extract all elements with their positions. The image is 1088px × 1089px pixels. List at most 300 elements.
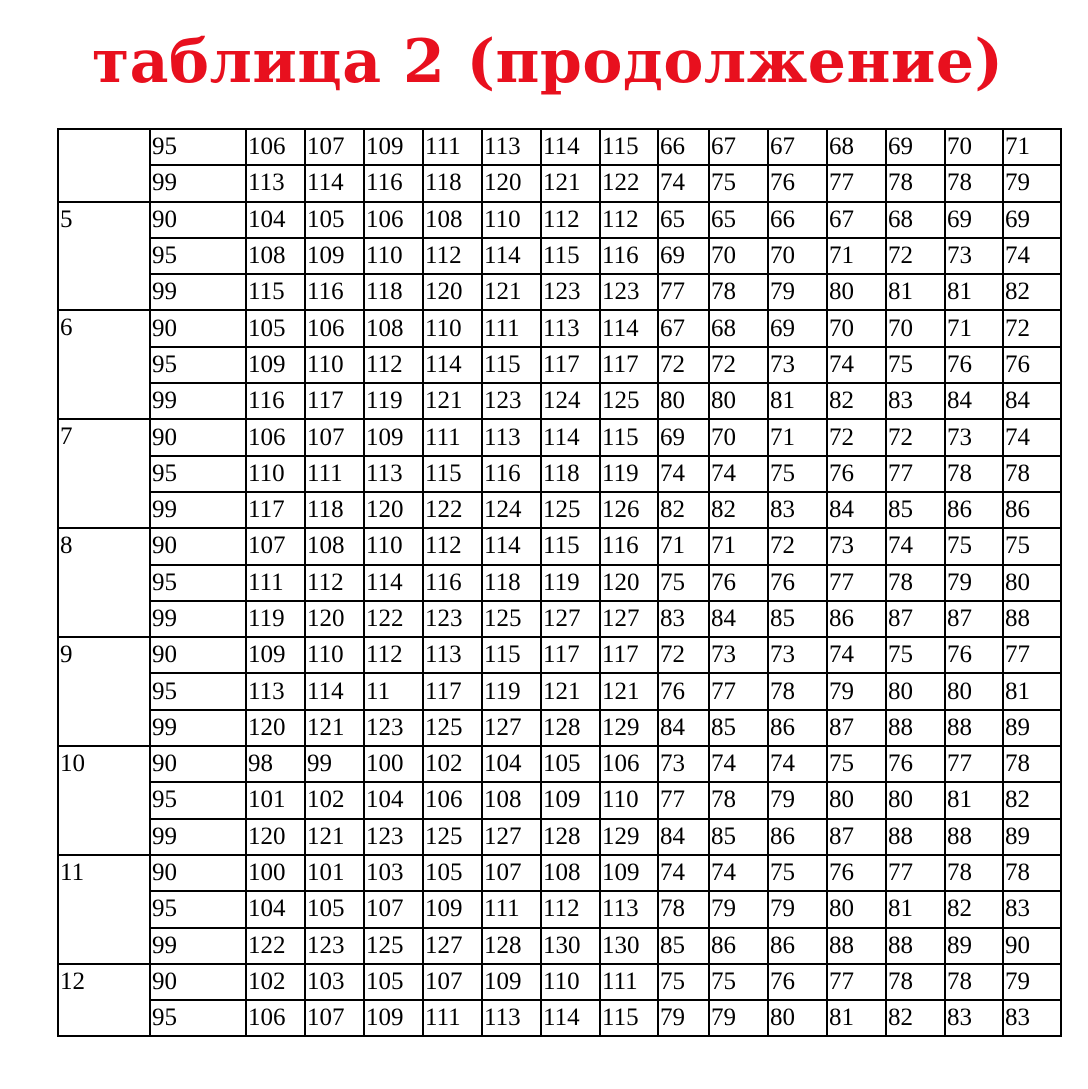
value-cell: 70 <box>886 310 945 346</box>
probability-cell: 95 <box>150 782 246 818</box>
value-cell: 71 <box>768 419 827 455</box>
value-cell: 78 <box>945 456 1003 492</box>
value-cell: 115 <box>541 528 600 564</box>
value-cell: 78 <box>709 782 768 818</box>
value-cell: 121 <box>305 710 364 746</box>
value-cell: 65 <box>658 202 709 238</box>
group-label-cell: 7 <box>58 419 150 528</box>
value-cell: 75 <box>1003 528 1061 564</box>
value-cell: 78 <box>945 165 1003 201</box>
value-cell: 113 <box>482 419 541 455</box>
value-cell: 72 <box>768 528 827 564</box>
value-cell: 78 <box>1003 855 1061 891</box>
value-cell: 83 <box>1003 1000 1061 1036</box>
value-cell: 123 <box>364 819 423 855</box>
group-label-cell: 12 <box>58 964 150 1037</box>
value-cell: 106 <box>423 782 482 818</box>
table-row <box>58 782 1061 818</box>
table-row <box>58 928 1061 964</box>
value-cell: 83 <box>886 383 945 419</box>
value-cell: 116 <box>246 383 305 419</box>
value-cell: 84 <box>709 601 768 637</box>
value-cell: 79 <box>1003 165 1061 201</box>
value-cell: 109 <box>305 238 364 274</box>
data-table <box>57 128 1062 1037</box>
value-cell: 75 <box>709 964 768 1000</box>
value-cell: 86 <box>1003 492 1061 528</box>
probability-cell: 95 <box>150 347 246 383</box>
value-cell: 71 <box>709 528 768 564</box>
value-cell: 71 <box>658 528 709 564</box>
value-cell: 110 <box>305 637 364 673</box>
value-cell: 115 <box>600 129 658 165</box>
value-cell: 110 <box>246 456 305 492</box>
value-cell: 109 <box>600 855 658 891</box>
value-cell: 87 <box>827 710 886 746</box>
value-cell: 98 <box>246 746 305 782</box>
value-cell: 123 <box>364 710 423 746</box>
value-cell: 106 <box>305 310 364 346</box>
value-cell: 116 <box>600 528 658 564</box>
value-cell: 78 <box>886 565 945 601</box>
probability-cell: 90 <box>150 528 246 564</box>
value-cell: 70 <box>827 310 886 346</box>
value-cell: 78 <box>945 964 1003 1000</box>
value-cell: 107 <box>482 855 541 891</box>
value-cell: 79 <box>768 782 827 818</box>
value-cell: 86 <box>768 819 827 855</box>
probability-cell: 99 <box>150 492 246 528</box>
value-cell: 80 <box>1003 565 1061 601</box>
value-cell: 77 <box>886 456 945 492</box>
value-cell: 110 <box>364 528 423 564</box>
probability-cell: 99 <box>150 819 246 855</box>
value-cell: 89 <box>1003 710 1061 746</box>
value-cell: 68 <box>827 129 886 165</box>
probability-cell: 99 <box>150 601 246 637</box>
value-cell: 109 <box>364 419 423 455</box>
value-cell: 65 <box>709 202 768 238</box>
value-cell: 76 <box>945 347 1003 383</box>
value-cell: 77 <box>827 964 886 1000</box>
value-cell: 101 <box>246 782 305 818</box>
value-cell: 79 <box>1003 964 1061 1000</box>
value-cell: 112 <box>423 528 482 564</box>
table-row <box>58 274 1061 310</box>
value-cell: 119 <box>364 383 423 419</box>
table-row <box>58 492 1061 528</box>
value-cell: 116 <box>364 165 423 201</box>
value-cell: 125 <box>482 601 541 637</box>
value-cell: 113 <box>541 310 600 346</box>
value-cell: 87 <box>886 601 945 637</box>
table-row <box>58 238 1061 274</box>
value-cell: 123 <box>482 383 541 419</box>
value-cell: 82 <box>658 492 709 528</box>
value-cell: 106 <box>364 202 423 238</box>
value-cell: 105 <box>423 855 482 891</box>
value-cell: 119 <box>541 565 600 601</box>
value-cell: 84 <box>658 819 709 855</box>
value-cell: 112 <box>600 202 658 238</box>
value-cell: 74 <box>709 855 768 891</box>
value-cell: 82 <box>709 492 768 528</box>
value-cell: 75 <box>827 746 886 782</box>
value-cell: 80 <box>768 1000 827 1036</box>
value-cell: 82 <box>827 383 886 419</box>
value-cell: 115 <box>423 456 482 492</box>
value-cell: 11 <box>364 673 423 709</box>
value-cell: 121 <box>541 165 600 201</box>
value-cell: 112 <box>423 238 482 274</box>
value-cell: 82 <box>1003 274 1061 310</box>
value-cell: 77 <box>658 782 709 818</box>
value-cell: 108 <box>482 782 541 818</box>
value-cell: 73 <box>945 419 1003 455</box>
probability-cell: 95 <box>150 238 246 274</box>
value-cell: 76 <box>768 964 827 1000</box>
value-cell: 104 <box>482 746 541 782</box>
value-cell: 77 <box>945 746 1003 782</box>
value-cell: 115 <box>600 419 658 455</box>
value-cell: 118 <box>541 456 600 492</box>
value-cell: 112 <box>541 891 600 927</box>
value-cell: 88 <box>945 819 1003 855</box>
value-cell: 109 <box>364 129 423 165</box>
value-cell: 68 <box>709 310 768 346</box>
value-cell: 122 <box>423 492 482 528</box>
value-cell: 111 <box>482 310 541 346</box>
value-cell: 68 <box>886 202 945 238</box>
table-row <box>58 129 1061 165</box>
value-cell: 78 <box>945 855 1003 891</box>
value-cell: 80 <box>945 673 1003 709</box>
table-row <box>58 891 1061 927</box>
value-cell: 118 <box>423 165 482 201</box>
table-row <box>58 855 1061 891</box>
value-cell: 114 <box>482 528 541 564</box>
value-cell: 126 <box>600 492 658 528</box>
value-cell: 127 <box>482 819 541 855</box>
value-cell: 107 <box>423 964 482 1000</box>
value-cell: 116 <box>600 238 658 274</box>
value-cell: 112 <box>364 347 423 383</box>
value-cell: 79 <box>945 565 1003 601</box>
value-cell: 111 <box>423 129 482 165</box>
value-cell: 88 <box>886 710 945 746</box>
value-cell: 81 <box>886 891 945 927</box>
table-row <box>58 964 1061 1000</box>
value-cell: 67 <box>768 129 827 165</box>
value-cell: 73 <box>945 238 1003 274</box>
value-cell: 86 <box>945 492 1003 528</box>
value-cell: 77 <box>709 673 768 709</box>
table-row <box>58 565 1061 601</box>
value-cell: 108 <box>246 238 305 274</box>
value-cell: 71 <box>827 238 886 274</box>
value-cell: 69 <box>658 419 709 455</box>
value-cell: 117 <box>305 383 364 419</box>
value-cell: 90 <box>1003 928 1061 964</box>
value-cell: 114 <box>423 347 482 383</box>
value-cell: 119 <box>246 601 305 637</box>
value-cell: 114 <box>305 165 364 201</box>
value-cell: 111 <box>305 456 364 492</box>
value-cell: 79 <box>768 274 827 310</box>
value-cell: 110 <box>305 347 364 383</box>
value-cell: 73 <box>658 746 709 782</box>
value-cell: 107 <box>305 129 364 165</box>
value-cell: 75 <box>658 565 709 601</box>
group-label-cell: 10 <box>58 746 150 855</box>
value-cell: 117 <box>541 637 600 673</box>
value-cell: 89 <box>1003 819 1061 855</box>
value-cell: 113 <box>364 456 423 492</box>
value-cell: 77 <box>827 165 886 201</box>
value-cell: 80 <box>658 383 709 419</box>
value-cell: 75 <box>945 528 1003 564</box>
value-cell: 103 <box>364 855 423 891</box>
value-cell: 82 <box>945 891 1003 927</box>
value-cell: 115 <box>482 637 541 673</box>
probability-cell: 99 <box>150 274 246 310</box>
value-cell: 80 <box>827 274 886 310</box>
table-row <box>58 310 1061 346</box>
value-cell: 112 <box>305 565 364 601</box>
table-row <box>58 347 1061 383</box>
value-cell: 69 <box>886 129 945 165</box>
probability-cell: 90 <box>150 746 246 782</box>
value-cell: 121 <box>305 819 364 855</box>
value-cell: 66 <box>658 129 709 165</box>
value-cell: 105 <box>246 310 305 346</box>
value-cell: 71 <box>1003 129 1061 165</box>
value-cell: 73 <box>827 528 886 564</box>
value-cell: 71 <box>945 310 1003 346</box>
value-cell: 100 <box>364 746 423 782</box>
value-cell: 114 <box>482 238 541 274</box>
value-cell: 108 <box>305 528 364 564</box>
value-cell: 108 <box>364 310 423 346</box>
value-cell: 130 <box>600 928 658 964</box>
value-cell: 83 <box>768 492 827 528</box>
value-cell: 121 <box>541 673 600 709</box>
probability-cell: 95 <box>150 456 246 492</box>
value-cell: 72 <box>709 347 768 383</box>
value-cell: 122 <box>246 928 305 964</box>
value-cell: 121 <box>600 673 658 709</box>
group-label-cell: 5 <box>58 202 150 311</box>
value-cell: 107 <box>246 528 305 564</box>
value-cell: 74 <box>768 746 827 782</box>
value-cell: 117 <box>423 673 482 709</box>
value-cell: 81 <box>886 274 945 310</box>
value-cell: 80 <box>827 891 886 927</box>
value-cell: 81 <box>827 1000 886 1036</box>
value-cell: 127 <box>541 601 600 637</box>
value-cell: 104 <box>246 202 305 238</box>
value-cell: 101 <box>305 855 364 891</box>
table-row <box>58 673 1061 709</box>
value-cell: 78 <box>1003 456 1061 492</box>
value-cell: 88 <box>827 928 886 964</box>
value-cell: 84 <box>1003 383 1061 419</box>
probability-cell: 90 <box>150 310 246 346</box>
value-cell: 114 <box>600 310 658 346</box>
value-cell: 67 <box>709 129 768 165</box>
value-cell: 111 <box>482 891 541 927</box>
probability-cell: 95 <box>150 891 246 927</box>
value-cell: 128 <box>541 710 600 746</box>
value-cell: 79 <box>658 1000 709 1036</box>
value-cell: 74 <box>658 165 709 201</box>
value-cell: 78 <box>768 673 827 709</box>
value-cell: 70 <box>709 238 768 274</box>
probability-cell: 90 <box>150 855 246 891</box>
value-cell: 113 <box>246 165 305 201</box>
value-cell: 114 <box>541 129 600 165</box>
value-cell: 74 <box>827 347 886 383</box>
value-cell: 128 <box>541 819 600 855</box>
value-cell: 110 <box>423 310 482 346</box>
value-cell: 88 <box>886 928 945 964</box>
value-cell: 76 <box>945 637 1003 673</box>
probability-cell: 95 <box>150 1000 246 1036</box>
value-cell: 103 <box>305 964 364 1000</box>
value-cell: 109 <box>246 637 305 673</box>
value-cell: 74 <box>709 746 768 782</box>
value-cell: 107 <box>305 1000 364 1036</box>
value-cell: 66 <box>768 202 827 238</box>
value-cell: 104 <box>246 891 305 927</box>
value-cell: 111 <box>600 964 658 1000</box>
table-row <box>58 383 1061 419</box>
value-cell: 124 <box>541 383 600 419</box>
value-cell: 120 <box>423 274 482 310</box>
table-row <box>58 746 1061 782</box>
value-cell: 116 <box>423 565 482 601</box>
value-cell: 76 <box>1003 347 1061 383</box>
value-cell: 87 <box>945 601 1003 637</box>
value-cell: 127 <box>423 928 482 964</box>
value-cell: 124 <box>482 492 541 528</box>
value-cell: 82 <box>1003 782 1061 818</box>
value-cell: 115 <box>541 238 600 274</box>
value-cell: 86 <box>768 928 827 964</box>
probability-cell: 95 <box>150 565 246 601</box>
value-cell: 106 <box>246 419 305 455</box>
value-cell: 79 <box>709 891 768 927</box>
value-cell: 74 <box>658 456 709 492</box>
value-cell: 70 <box>768 238 827 274</box>
value-cell: 128 <box>482 928 541 964</box>
value-cell: 88 <box>886 819 945 855</box>
probability-cell: 99 <box>150 383 246 419</box>
value-cell: 109 <box>246 347 305 383</box>
value-cell: 72 <box>1003 310 1061 346</box>
value-cell: 86 <box>827 601 886 637</box>
value-cell: 74 <box>827 637 886 673</box>
value-cell: 102 <box>305 782 364 818</box>
value-cell: 85 <box>886 492 945 528</box>
value-cell: 125 <box>423 819 482 855</box>
probability-cell: 90 <box>150 637 246 673</box>
group-label-cell: 6 <box>58 310 150 419</box>
page-title: таблица 2 (продолжение) <box>92 27 1004 97</box>
value-cell: 75 <box>709 165 768 201</box>
value-cell: 125 <box>600 383 658 419</box>
value-cell: 102 <box>423 746 482 782</box>
value-cell: 117 <box>600 637 658 673</box>
value-cell: 102 <box>246 964 305 1000</box>
value-cell: 69 <box>1003 202 1061 238</box>
value-cell: 116 <box>482 456 541 492</box>
value-cell: 75 <box>886 637 945 673</box>
value-cell: 115 <box>600 1000 658 1036</box>
value-cell: 106 <box>246 1000 305 1036</box>
value-cell: 83 <box>658 601 709 637</box>
value-cell: 99 <box>305 746 364 782</box>
value-cell: 81 <box>945 274 1003 310</box>
probability-cell: 99 <box>150 710 246 746</box>
value-cell: 118 <box>364 274 423 310</box>
value-cell: 111 <box>246 565 305 601</box>
value-cell: 109 <box>364 1000 423 1036</box>
value-cell: 117 <box>246 492 305 528</box>
value-cell: 110 <box>541 964 600 1000</box>
value-cell: 129 <box>600 819 658 855</box>
value-cell: 111 <box>423 1000 482 1036</box>
probability-cell: 99 <box>150 928 246 964</box>
probability-cell: 90 <box>150 419 246 455</box>
value-cell: 78 <box>658 891 709 927</box>
value-cell: 127 <box>482 710 541 746</box>
value-cell: 69 <box>658 238 709 274</box>
value-cell: 100 <box>246 855 305 891</box>
value-cell: 115 <box>246 274 305 310</box>
value-cell: 114 <box>541 1000 600 1036</box>
value-cell: 77 <box>827 565 886 601</box>
value-cell: 112 <box>364 637 423 673</box>
value-cell: 130 <box>541 928 600 964</box>
value-cell: 120 <box>364 492 423 528</box>
value-cell: 117 <box>541 347 600 383</box>
value-cell: 107 <box>305 419 364 455</box>
value-cell: 118 <box>482 565 541 601</box>
table-row <box>58 601 1061 637</box>
group-label-cell <box>58 129 150 202</box>
value-cell: 77 <box>886 855 945 891</box>
value-cell: 82 <box>886 1000 945 1036</box>
value-cell: 125 <box>541 492 600 528</box>
value-cell: 129 <box>600 710 658 746</box>
value-cell: 121 <box>482 274 541 310</box>
value-cell: 107 <box>364 891 423 927</box>
value-cell: 105 <box>305 891 364 927</box>
value-cell: 112 <box>541 202 600 238</box>
value-cell: 79 <box>709 1000 768 1036</box>
value-cell: 113 <box>246 673 305 709</box>
value-cell: 110 <box>482 202 541 238</box>
value-cell: 110 <box>600 782 658 818</box>
value-cell: 109 <box>423 891 482 927</box>
value-cell: 81 <box>945 782 1003 818</box>
table-row <box>58 165 1061 201</box>
value-cell: 72 <box>658 637 709 673</box>
value-cell: 123 <box>305 928 364 964</box>
value-cell: 74 <box>886 528 945 564</box>
value-cell: 85 <box>709 819 768 855</box>
